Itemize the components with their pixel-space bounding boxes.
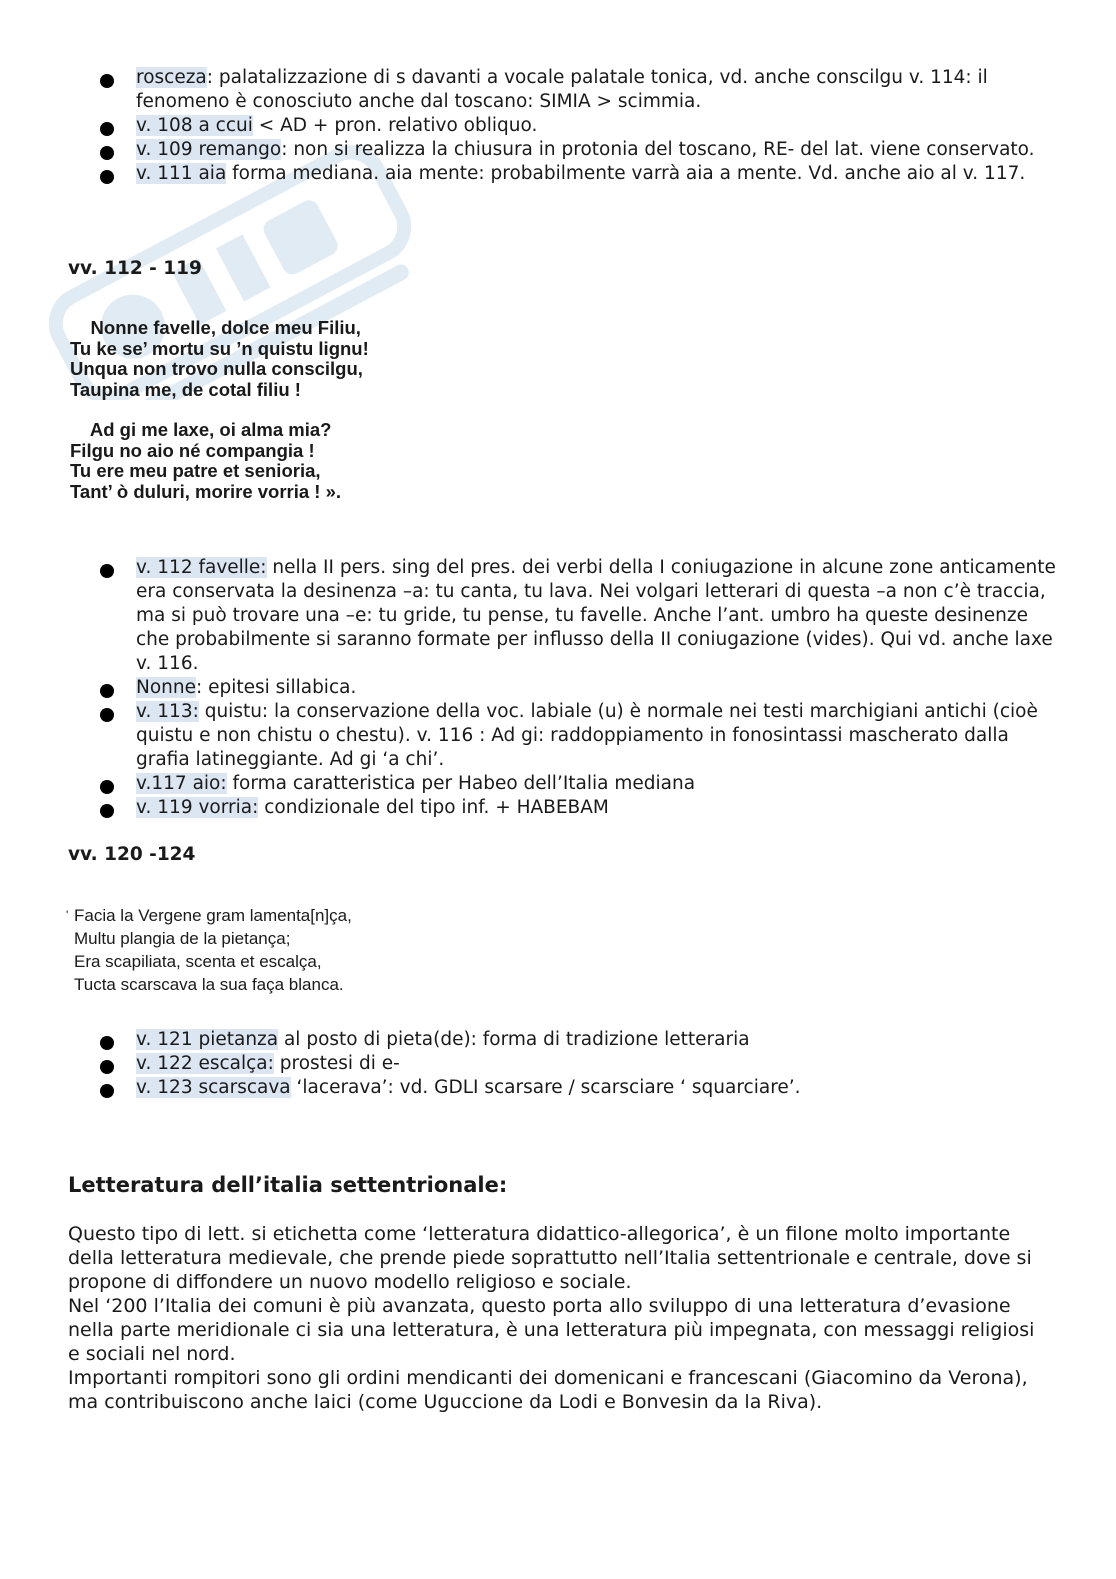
top-notes-list	[100, 66, 1060, 186]
bullet-icon	[100, 708, 114, 722]
bullet-icon	[100, 1084, 114, 1098]
poem-excerpt-120-124	[66, 904, 352, 996]
list-item: Nonne: epitesi sillabica.	[100, 676, 1060, 700]
list-item: v. 122 escalça: prostesi di e-	[100, 1052, 1060, 1076]
bullet-icon	[100, 122, 114, 136]
bullet-icon	[100, 74, 114, 88]
bullet-icon	[100, 684, 114, 698]
bullet-icon	[100, 146, 114, 160]
list-item: v. 123 scarscava ‘lacerava’: vd. GDLI scarsare / scarsciare ‘ squarciare’.	[100, 1076, 1060, 1100]
list-item: v. 113: quistu: la conservazione della voc. labiale (u) è normale nei testi marchigiani antichi (cioè quistu e non chistu o chestu). v. 116 : Ad gi: raddoppiamento in fonosintassi mascherato dalla grafia latineggiante. Ad gi ‘a chi’.	[100, 700, 1060, 772]
poem-line: Taupina me, de cotal filiu !	[70, 378, 301, 400]
body-text	[68, 1222, 1048, 1414]
list-item: rosceza: palatalizzazione di s davanti a vocale palatale tonica, vd. anche conscilgu v. 114: il fenomeno è conosciuto anche dal toscano: SIMIA > scimmia.	[100, 66, 1060, 114]
section-title-letteratura: Letteratura dell’italia settentrionale:	[68, 1173, 508, 1197]
bullet-icon	[100, 804, 114, 818]
poem-line: Era scapiliata, scenta et escalça,	[74, 952, 322, 971]
list-item: v. 108 a ccui < AD + pron. relativo obliquo.	[100, 114, 1060, 138]
list-item: v. 119 vorria: condizionale del tipo inf. + HABEBAM	[100, 796, 1060, 820]
bullet-icon	[100, 564, 114, 578]
paragraph: Importanti rompitori sono gli ordini mendicanti dei domenicani e francescani (Giacomino da Verona), ma contribuiscono anche laici (come Uguccione da Lodi e Bonvesin da la Riva).	[68, 1367, 1028, 1413]
stray-mark: '	[66, 908, 69, 922]
poem-line: Tucta scarscava la sua faça blanca.	[74, 975, 344, 994]
poem-excerpt-112-119	[70, 318, 369, 502]
poem-line: Multu plangia de la pietança;	[74, 929, 291, 948]
list-item: v. 109 remango: non si realizza la chiusura in protonia del toscano, RE- del lat. viene conservato.	[100, 138, 1060, 162]
section-heading-120-124: vv. 120 -124	[68, 844, 196, 865]
mid-notes-list	[100, 556, 1060, 820]
poem-line: Tu ere meu patre et senioria,	[70, 460, 321, 481]
list-item: v. 112 favelle: nella II pers. sing del pres. dei verbi della I coniugazione in alcune zone anticamente era conservata la desinenza –a: tu canta, tu lava. Nei volgari letterari di questa –a non c’è traccia, ma si può trovare una –e: tu gride, tu pense, tu favelle. Anche l’ant. umbro ha queste desinenze che probabilmente si saranno formate per influsso della II coniugazione (vides). Qui vd. anche laxe v. 116.	[100, 556, 1060, 676]
bullet-icon	[100, 1060, 114, 1074]
paragraph: Nel ‘200 l’Italia dei comuni è più avanzata, questo porta allo sviluppo di una letteratura d’evasione nella parte meridionale ci sia una letteratura, è una letteratura più impegnata, con messaggi religiosi e sociali nel nord.	[68, 1295, 1035, 1365]
bullet-icon	[100, 170, 114, 184]
poem-line: Ad gi me laxe, oi alma mia?	[70, 419, 332, 440]
bottom-notes-list	[100, 1028, 1060, 1100]
list-item: v. 121 pietanza al posto di pieta(de): forma di tradizione letteraria	[100, 1028, 1060, 1052]
poem-line: Unqua non trovo nulla conscilgu,	[70, 358, 363, 379]
poem-line: Tu ke se’ mortu su ’n quistu lignu!	[70, 337, 369, 359]
poem-line: Tant’ ò duluri, morire vorria ! ».	[70, 480, 342, 502]
poem-line: Filgu no aio né compangia !	[70, 439, 315, 461]
bullet-icon	[100, 780, 114, 794]
paragraph: Questo tipo di lett. si etichetta come ‘letteratura didattico-allegorica’, è un filone molto importante della letteratura medievale, che prende piede soprattutto nell’Italia settentrionale e centrale, dove si propone di diffondere un nuovo modello religioso e sociale.	[68, 1223, 1032, 1293]
list-item: v.117 aio: forma caratteristica per Habeo dell’Italia mediana	[100, 772, 1060, 796]
bullet-icon	[100, 1036, 114, 1050]
section-heading-112-119: vv. 112 - 119	[68, 258, 202, 279]
poem-line: Nonne favelle, dolce meu Filiu,	[70, 317, 361, 338]
poem-line: Facia la Vergene gram lamenta[n]ça,	[74, 906, 352, 925]
list-item: v. 111 aia forma mediana. aia mente: probabilmente varrà aia a mente. Vd. anche aio al v. 117.	[100, 162, 1060, 186]
